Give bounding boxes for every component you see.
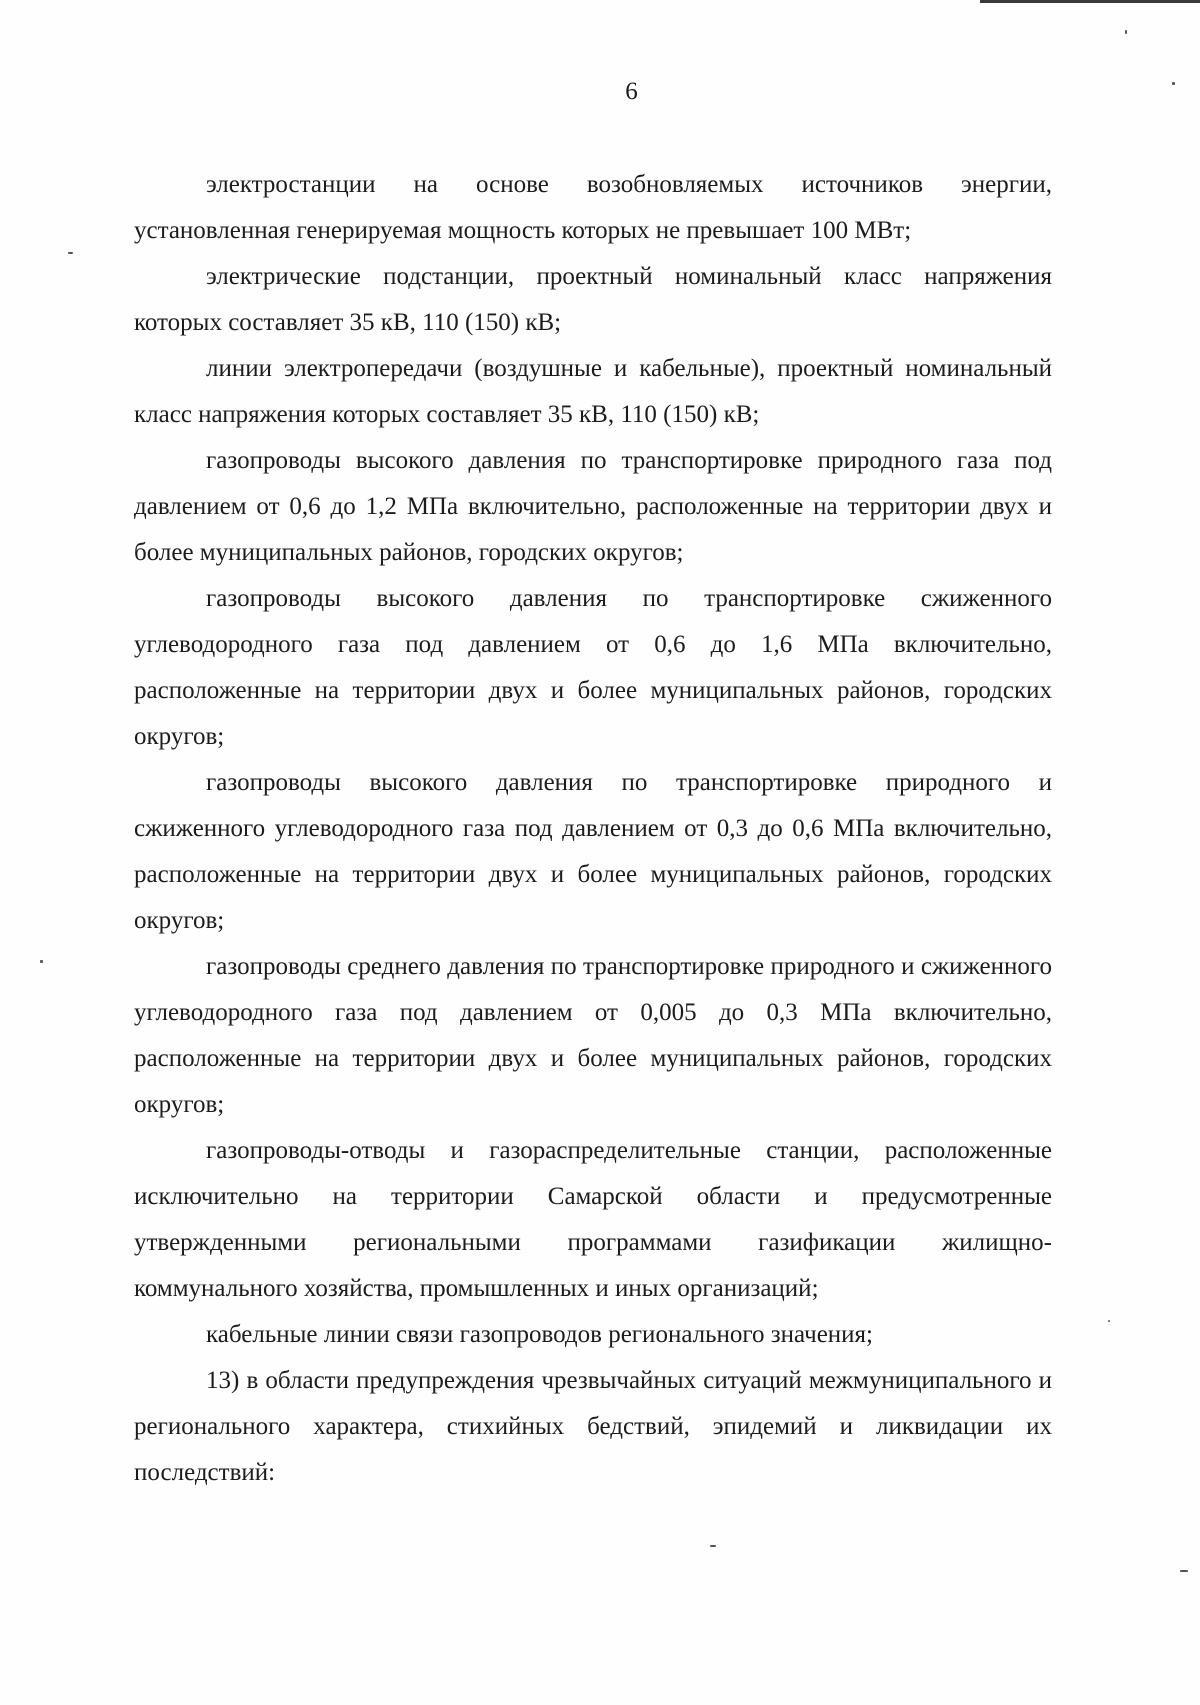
paragraph-high-pressure-liquefied-gas: газопроводы высокого давления по транспортировке сжиженного углеводородного газа под давлением от 0,6 до 1,6 МПа включительно, расположенные на территории двух и более муниципальных районов, городских округов; <box>134 585 1052 750</box>
paragraph-item-13-emergencies: 13) в области предупреждения чрезвычайных ситуаций межмуниципального и регионального характера, стихийных бедствий, эпидемий и ликвидации их последствий: <box>134 1367 1052 1486</box>
scan-speck <box>1108 1320 1110 1322</box>
paragraph-high-pressure-mixed-gas: газопроводы высокого давления по транспортировке природного и сжиженного углеводородного газа под давлением от 0,3 до 0,6 МПа включительно, расположенные на территории двух и более муниципальных районов, городских округов; <box>134 769 1052 934</box>
scan-speck <box>68 252 73 254</box>
document-body <box>134 162 1052 1496</box>
scan-speck <box>710 1545 716 1547</box>
scan-speck <box>40 960 43 963</box>
top-edge-line <box>980 0 1200 3</box>
page-number: 6 <box>625 78 638 105</box>
scan-speck <box>1180 1570 1188 1572</box>
paragraph-gas-branch-pipelines: газопроводы-отводы и газораспределительные станции, расположенные исключительно на территории Самарской области и предусмотренные утвержденными региональными программами газификации жилищно-коммунального хозяйства, промышленных и иных организаций; <box>134 1137 1052 1302</box>
paragraph-renewable-power-plants: электростанции на основе возобновляемых источников энергии, установленная генерируемая мощность которых не превышает 100 МВт; <box>134 171 1052 244</box>
scan-speck <box>1125 30 1127 34</box>
paragraph-electrical-substations: электрические подстанции, проектный номинальный класс напряжения которых составляет 35 кВ, 110 (150) кВ; <box>134 263 1052 336</box>
paragraph-power-lines: линии электропередачи (воздушные и кабельные), проектный номинальный класс напряжения которых составляет 35 кВ, 110 (150) кВ; <box>134 355 1052 428</box>
scan-speck <box>1172 82 1175 85</box>
paragraph-cable-communication-lines: кабельные линии связи газопроводов регионального значения; <box>206 1321 873 1348</box>
paragraph-high-pressure-natural-gas: газопроводы высокого давления по транспортировке природного газа под давлением от 0,6 до 1,2 МПа включительно, расположенные на территории двух и более муниципальных районов, городских округов; <box>134 447 1052 566</box>
paragraph-medium-pressure-gas: газопроводы среднего давления по транспортировке природного и сжиженного углеводородного газа под давлением от 0,005 до 0,3 МПа включительно, расположенные на территории двух и более муниципальных районов, городских округов; <box>134 953 1052 1118</box>
